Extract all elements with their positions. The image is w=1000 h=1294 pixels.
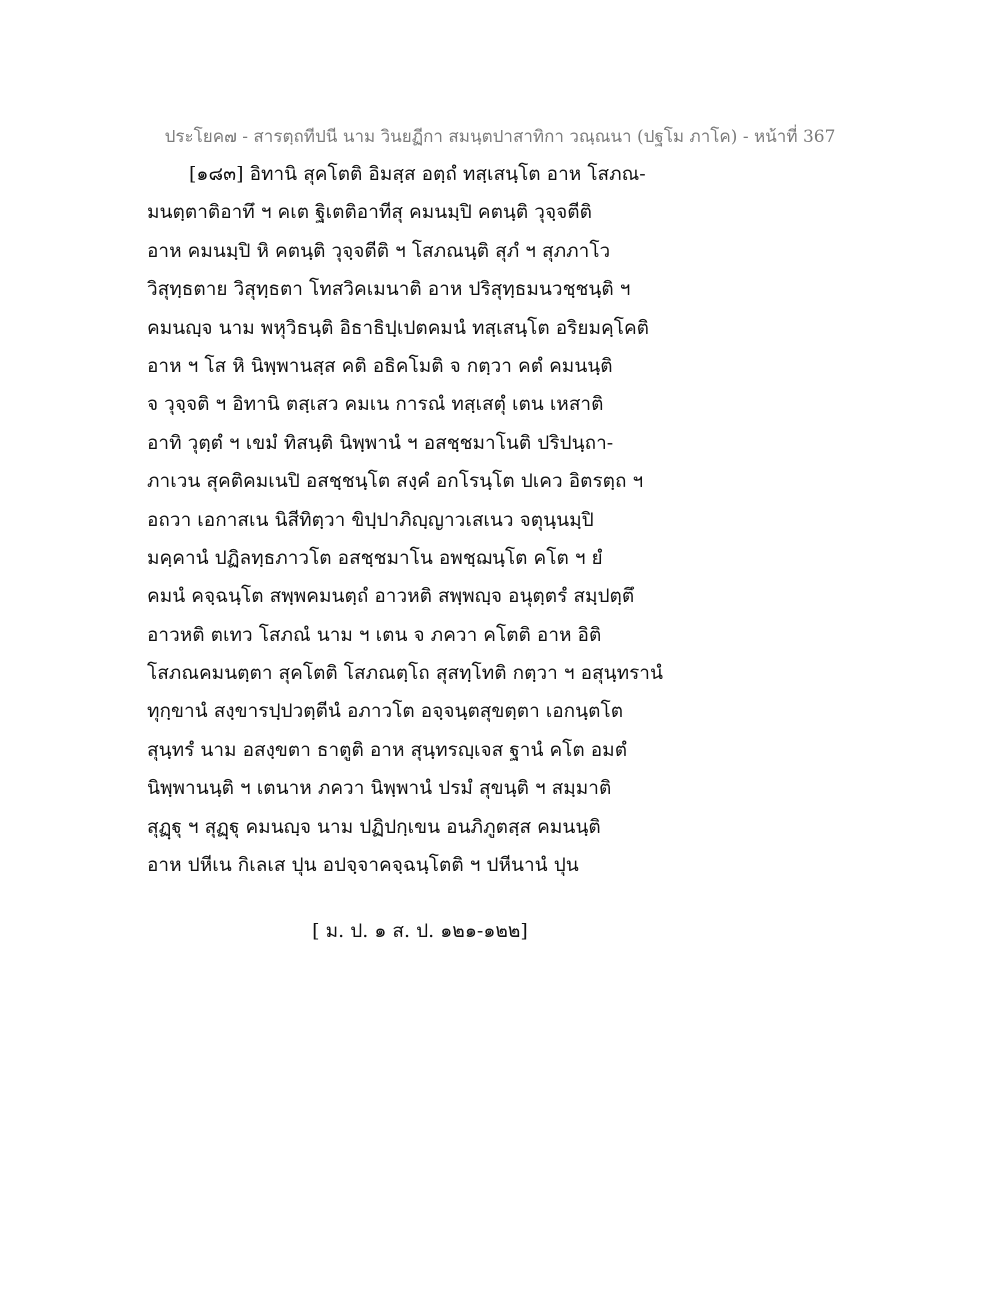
body-text — [147, 155, 707, 884]
text-line: อาห คมนมฺปิ หิ คตนฺติ วุจฺจตีติ ฯ โสภณนฺติ สุภํ ฯ สุภภาโว — [147, 239, 611, 262]
text-line: อาวหติ ตเทว โสภณํ นาม ฯ เตน จ ภควา คโตติ อาห อิติ — [147, 623, 602, 646]
text-line: อาห ปหีเน กิเลเส ปุน อปจฺจาคจฺฉนฺโตติ ฯ ปหีนานํ ปุน — [147, 854, 579, 877]
text-line: [๑๘๓] อิทานิ สุคโตติ อิมสฺส อตฺถํ ทสฺเสนฺโต อาห โสภณ- — [189, 163, 646, 185]
text-line: คมนญฺจ นาม พหุวิธนฺติ อิธาธิปฺเปตคมนํ ทสฺเสนฺโต อริยมคฺโคติ — [147, 316, 649, 339]
text-line: สุนฺทรํ นาม อสงฺขตา ธาตูติ อาห สุนฺทรญฺเจส ฐานํ คโต อมตํ — [147, 738, 628, 761]
page-header: ประโยค๗ - สารตฺถทีปนี นาม วินยฏีกา สมนฺตปาสาทิกา วณฺณนา (ปฐโม ภาโค) - หน้าที่ 367 — [164, 127, 836, 147]
text-line: วิสุทฺธตาย วิสุทฺธตา โทสวิคเมนาติ อาห ปริสุทฺธมนวชฺชนฺติ ฯ — [147, 278, 631, 301]
text-line: มนตฺตาติอาทึ ฯ คเต ฐิเตติอาทีสุ คมนมฺปิ คตนฺติ วุจฺจตีติ — [147, 201, 592, 224]
text-line: ทุกฺขานํ สงฺขารปฺปวตฺตีนํ อภาวโต อจฺจนฺตสุขตฺตา เอกนฺตโต — [147, 700, 624, 723]
text-line: อาทิ วุตฺตํ ฯ เขมํ ทิสนฺติ นิพฺพานํ ฯ อสชฺชมาโนติ ปริปนฺถา- — [147, 431, 614, 454]
text-line: คมนํ คจฺฉนฺโต สพฺพคมนตฺถํ อาวหติ สพฺพญฺจ อนุตฺตรํ สมฺปตฺตึ — [147, 585, 635, 608]
text-line: อาห ฯ โส หิ นิพฺพานสฺส คติ อธิคโมติ จ กตฺวา คตํ คมนนฺติ — [147, 354, 613, 377]
text-line: ภาเวน สุคติคมเนปิ อสชฺชนฺโต สงฺคํ อกโรนฺโต ปเคว อิตรตฺถ ฯ — [147, 470, 644, 493]
text-line: อถวา เอกาสเน นิสีทิตฺวา ขิปฺปาภิญฺญาวเสเนว จตุนฺนมฺปิ — [147, 508, 594, 531]
text-line: นิพฺพานนฺติ ฯ เตนาห ภควา นิพฺพานํ ปรมํ สุขนฺติ ฯ สมฺมาติ — [147, 777, 612, 800]
text-line: จ วุจฺจติ ฯ อิทานิ ตสฺเสว คมเน การณํ ทสฺเสตุํ เตน เหสาติ — [147, 393, 604, 416]
text-line: สุฏฺฐุ ฯ สุฏฺฐุ คมนญฺจ นาม ปฏิปกฺเขน อนภิภูตสฺส คมนนฺติ — [147, 815, 601, 838]
text-line: มคฺคานํ ปฏิลทฺธภาวโต อสชฺชมาโน อพชฺฌนฺโต คโต ฯ ยํ — [147, 546, 603, 569]
citation-reference: [ ม. ป. ๑ ส. ป. ๑๒๑-๑๒๒] — [312, 920, 528, 942]
text-line: โสภณคมนตฺตา สุคโตติ โสภณตฺโถ สุสทฺโทติ กตฺวา ฯ อสุนฺทรานํ — [147, 662, 663, 685]
